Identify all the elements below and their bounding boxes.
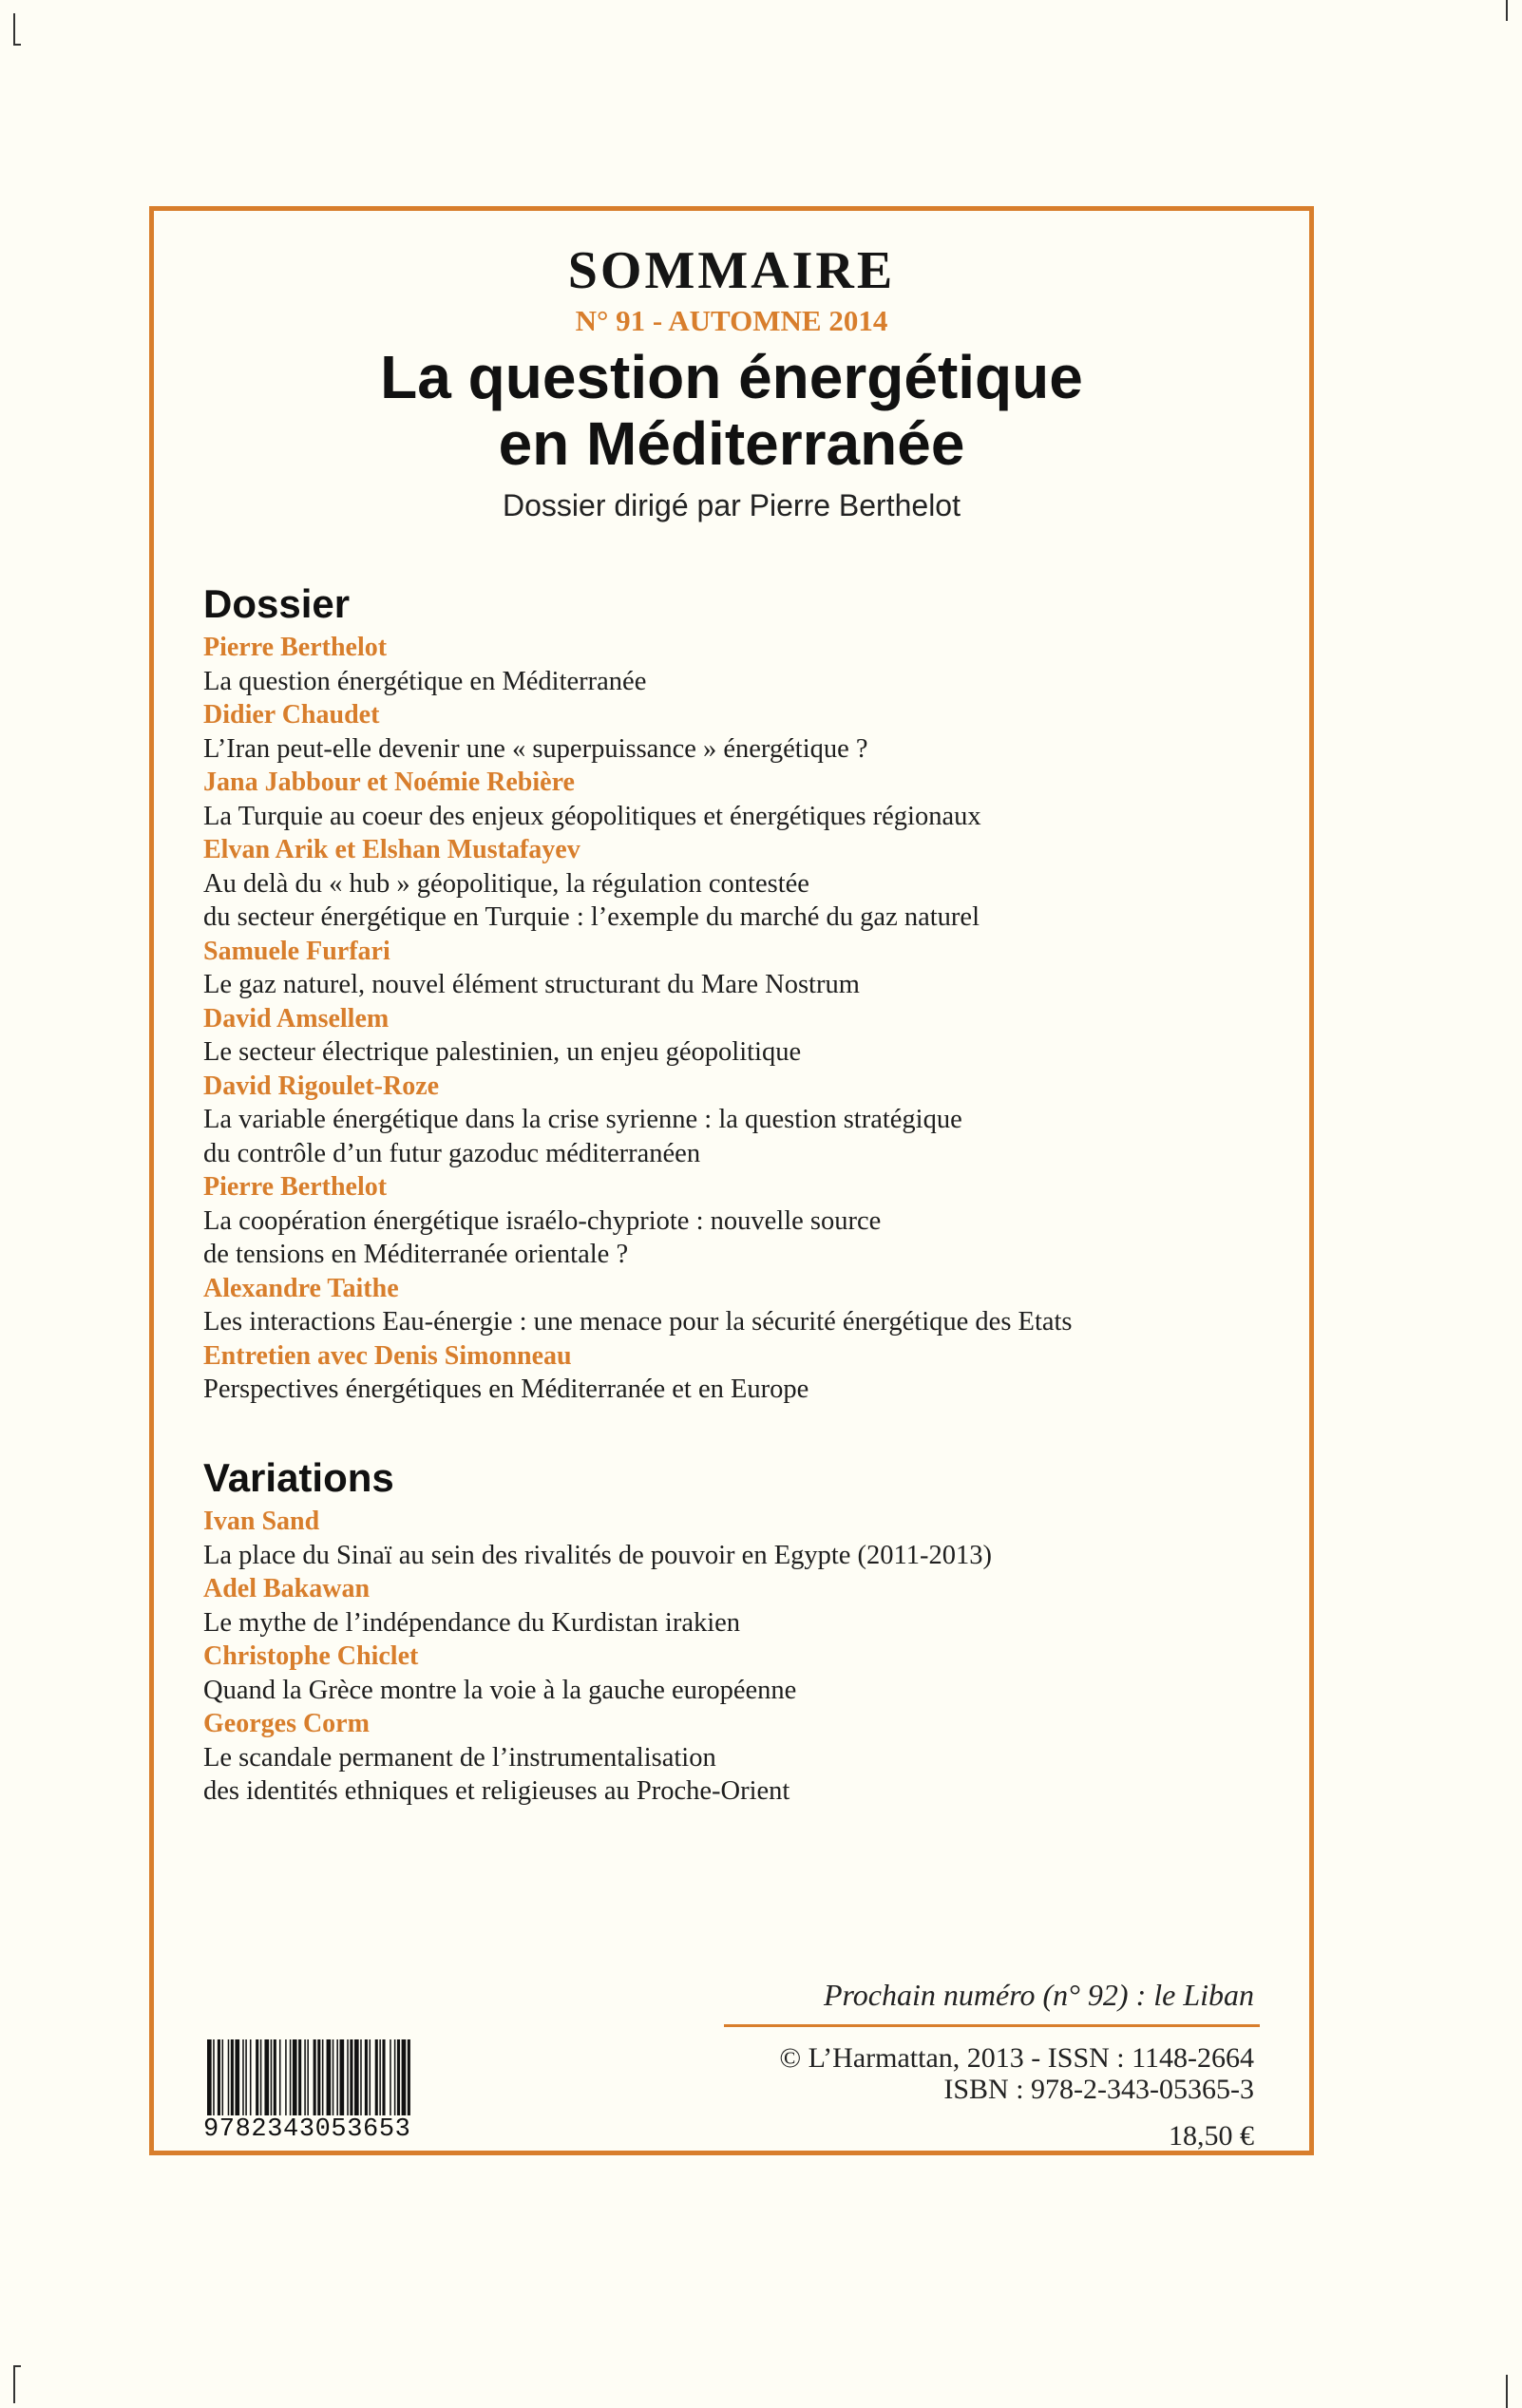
barcode-bar — [304, 2039, 306, 2117]
barcode-bar — [360, 2039, 362, 2117]
entry-author: Christophe Chiclet — [203, 1641, 419, 1671]
crop-mark-top-right — [1506, 0, 1508, 21]
barcode-bar — [394, 2039, 396, 2117]
price: 18,50 € — [1169, 2120, 1254, 2152]
entry-title: Au delà du « hub » géopolitique, la régulation contestée — [203, 868, 809, 899]
barcode-bar — [256, 2039, 258, 2117]
dossier-entry — [203, 1339, 1258, 1407]
sommaire-heading: SOMMAIRE — [567, 241, 896, 300]
entry-title: Le secteur électrique palestinien, un enjeu géopolitique — [203, 1037, 802, 1067]
barcode-bar — [264, 2039, 269, 2117]
entry-title: La coopération énergétique israélo-chypriote : nouvelle source — [203, 1205, 882, 1236]
crop-mark-bottom-left-h — [13, 2365, 21, 2367]
entry-author: Pierre Berthelot — [203, 633, 388, 662]
barcode-bar — [327, 2039, 332, 2117]
dossier-entry — [203, 935, 1258, 1002]
entry-title-continued: de tensions en Méditerranée orientale ? — [203, 1240, 629, 1269]
barcode-bar — [213, 2039, 215, 2117]
barcode-bar — [245, 2039, 247, 2117]
barcode-bar — [382, 2039, 385, 2117]
variations-heading: Variations — [203, 1455, 394, 1500]
entry-author: Pierre Berthelot — [203, 1172, 388, 1202]
dossier-list — [203, 631, 1258, 1407]
entry-title: Le scandale permanent de l’instrumentalisation — [203, 1742, 716, 1773]
crop-mark-bottom-left — [13, 2365, 15, 2403]
issue-number: N° 91 - AUTOMNE 2014 — [575, 304, 888, 337]
barcode-bar — [274, 2039, 276, 2117]
entry-title: La place du Sinaï au sein des rivalités de pouvoir en Egypte (2011-2013) — [203, 1540, 992, 1570]
barcode-bar — [242, 2039, 244, 2117]
barcode-bar — [375, 2039, 378, 2117]
entry-title: L’Iran peut-elle devenir une « superpuissance » énergétique ? — [203, 733, 868, 764]
barcode-bar — [218, 2039, 220, 2117]
variations-entry — [203, 1640, 1258, 1707]
entry-title: Le mythe de l’indépendance du Kurdistan irakien — [203, 1607, 741, 1638]
barcode-bar — [314, 2039, 316, 2117]
variations-entry — [203, 1572, 1258, 1640]
variations-entry — [203, 1505, 1258, 1572]
dossier-entry — [203, 631, 1258, 698]
entry-author: Alexandre Taithe — [203, 1273, 399, 1303]
barcode-bar — [235, 2039, 239, 2117]
barcode-bar — [354, 2039, 359, 2117]
dossier-entry — [203, 698, 1258, 766]
issue-title-line-1: La question énergétique — [380, 343, 1083, 411]
entry-author: David Rigoulet-Roze — [203, 1071, 440, 1101]
variations-entry — [203, 1707, 1258, 1809]
barcode-bar — [350, 2039, 352, 2117]
entry-author: Jana Jabbour et Noémie Rebière — [203, 768, 575, 797]
barcode-bar — [231, 2039, 234, 2117]
barcode-bar — [222, 2039, 224, 2117]
dossier-entry — [203, 1170, 1258, 1272]
dossier-entry — [203, 833, 1258, 935]
entry-author: Georges Corm — [203, 1709, 370, 1738]
barcode-bar — [347, 2039, 349, 2117]
copyright-issn: © L’Harmattan, 2013 - ISSN : 1148-2664 — [779, 2042, 1254, 2074]
entry-author: Elvan Arik et Elshan Mustafayev — [203, 835, 580, 864]
barcode-bar — [285, 2039, 287, 2117]
barcode-bar — [408, 2039, 410, 2117]
barcode-bar — [365, 2039, 368, 2117]
barcode-bar — [298, 2039, 301, 2117]
entry-title: Quand la Grèce montre la voie à la gauche européenne — [203, 1675, 797, 1705]
next-issue-note: Prochain numéro (n° 92) : le Liban — [823, 1978, 1254, 2012]
entry-title: Le gaz naturel, nouvel élément structurant du Mare Nostrum — [203, 970, 860, 999]
barcode-bar — [390, 2039, 391, 2117]
entry-title: Les interactions Eau-énergie : une menace pour la sécurité énergétique des Etats — [203, 1307, 1073, 1337]
entry-title: La Turquie au coeur des enjeux géopolitiques et énergétiques régionaux — [203, 801, 981, 831]
barcode-bar — [250, 2039, 252, 2117]
barcode-bar — [317, 2039, 320, 2117]
isbn-barcode — [203, 2039, 490, 2142]
variations-list — [203, 1505, 1258, 1809]
barcode-bar — [333, 2039, 334, 2117]
contents-frame — [149, 206, 1314, 2155]
isbn-number: ISBN : 978-2-343-05365-3 — [943, 2074, 1254, 2105]
barcode-bar — [379, 2039, 381, 2117]
entry-author: David Amsellem — [203, 1003, 390, 1033]
barcode-bar — [290, 2039, 292, 2117]
entry-title-continued: du contrôle d’un futur gazoduc méditerranéen — [203, 1138, 701, 1168]
barcode-bar — [322, 2039, 324, 2117]
entry-author: Adel Bakawan — [203, 1574, 371, 1603]
dossier-entry — [203, 1070, 1258, 1171]
dossier-entry — [203, 1002, 1258, 1070]
entry-author: Samuele Furfari — [203, 936, 390, 966]
dossier-heading: Dossier — [203, 581, 351, 626]
barcode-digits: 9782343053653 — [203, 2115, 490, 2144]
barcode-bar — [336, 2039, 338, 2117]
barcode-bar — [293, 2039, 297, 2117]
footer-divider — [724, 2024, 1260, 2027]
barcode-bar — [397, 2039, 400, 2117]
issue-title — [154, 344, 1309, 477]
barcode-bar — [307, 2039, 309, 2117]
barcode-bar — [279, 2039, 281, 2117]
entry-title: La variable énergétique dans la crise syrienne : la question stratégique — [203, 1105, 962, 1134]
barcode-bar — [340, 2039, 345, 2117]
barcode-bar — [228, 2039, 230, 2117]
dossier-entry — [203, 1272, 1258, 1339]
barcode-bar — [370, 2039, 371, 2117]
entry-author: Entretien avec Denis Simonneau — [203, 1340, 572, 1371]
issue-title-line-2: en Méditerranée — [498, 409, 965, 478]
barcode-bar — [402, 2039, 407, 2117]
entry-author: Ivan Sand — [203, 1507, 320, 1536]
crop-mark-bottom-right — [1506, 2375, 1508, 2408]
barcode-bar — [207, 2039, 212, 2117]
entry-title-continued: du secteur énergétique en Turquie : l’exemple du marché du gaz naturel — [203, 902, 980, 932]
entry-title-continued: des identités ethniques et religieuses au Proche-Orient — [203, 1776, 790, 1806]
crop-mark-top-left — [13, 13, 15, 46]
crop-mark-top-left-h — [13, 44, 21, 46]
issue-subtitle: Dossier dirigé par Pierre Berthelot — [503, 488, 961, 522]
publication-info — [779, 2042, 1254, 2105]
barcode-bar — [271, 2039, 273, 2117]
barcode-bar — [260, 2039, 262, 2117]
entry-title: La question énergétique en Méditerranée — [203, 666, 647, 696]
barcode-bars — [203, 2039, 490, 2117]
dossier-entry — [203, 766, 1258, 833]
entry-title: Perspectives énergétiques en Méditerranée et en Europe — [203, 1375, 809, 1404]
entry-author: Didier Chaudet — [203, 700, 380, 730]
